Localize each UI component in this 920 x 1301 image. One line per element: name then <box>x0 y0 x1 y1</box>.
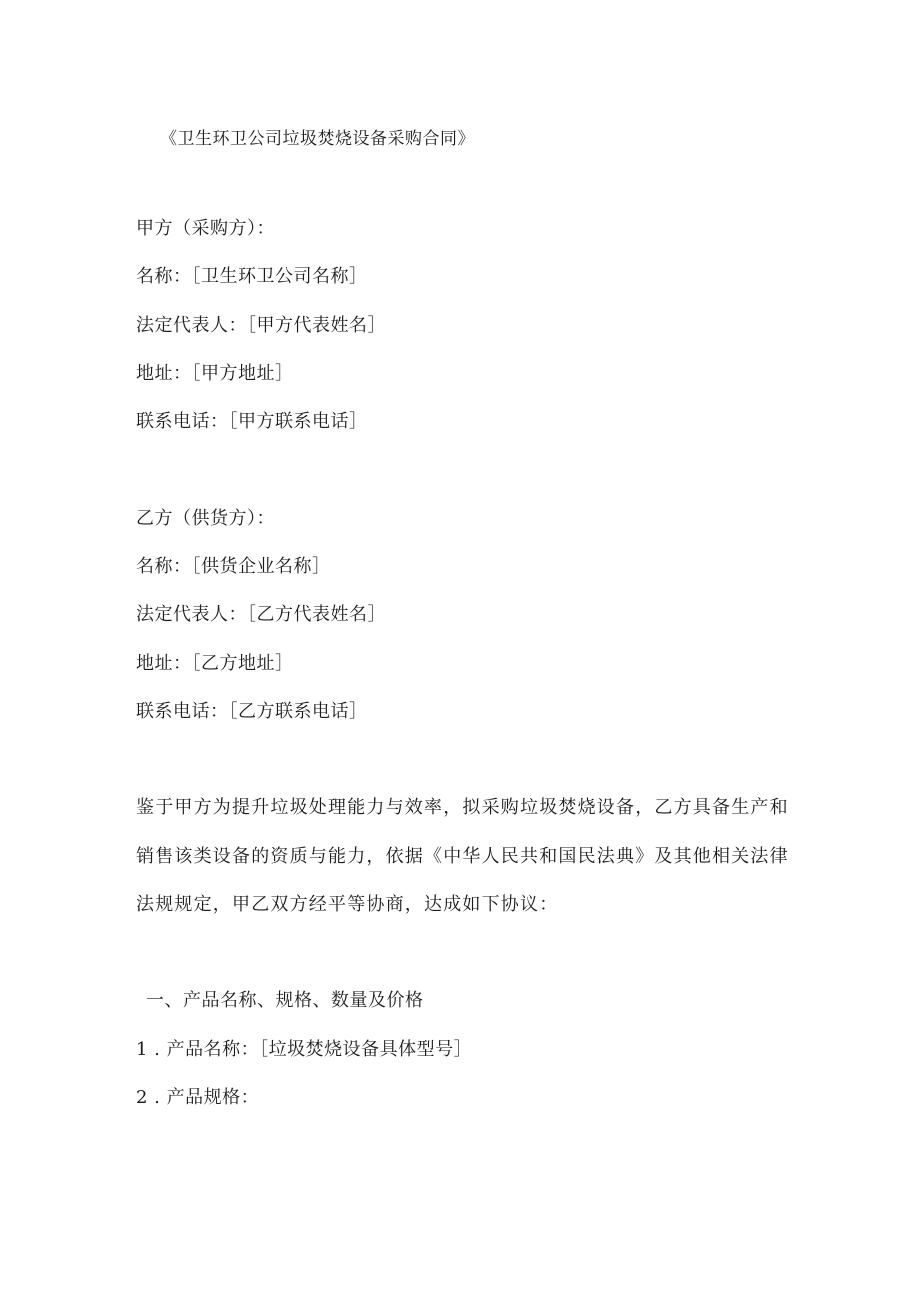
section-1-heading: 一、产品名称、规格、数量及价格 <box>146 990 424 1011</box>
party-b-phone: 联系电话：［乙方联系电话］ <box>136 701 368 722</box>
party-a-legal-rep: 法定代表人：［甲方代表姓名］ <box>136 315 386 336</box>
party-b-heading: 乙方（供货方）： <box>136 508 275 529</box>
section-1-item-2: 2 . 产品规格： <box>136 1087 260 1108</box>
party-a-heading: 甲方（采购方）： <box>136 218 275 239</box>
preamble-line-3: 法规规定，甲乙双方经平等协商，达成如下协议： <box>136 894 559 915</box>
party-a-phone: 联系电话：［甲方联系电话］ <box>136 411 368 432</box>
party-b-name: 名称：［供货企业名称］ <box>136 556 331 577</box>
contract-title: 《卫生环卫公司垃圾焚烧设备采购合同》 <box>160 129 475 149</box>
section-1-item-1: 1 . 产品名称：［垃圾焚烧设备具体型号］ <box>136 1039 473 1060</box>
party-b-address: 地址：［乙方地址］ <box>136 653 294 674</box>
preamble-line-1: 鉴于甲方为提升垃圾处理能力与效率，拟采购垃圾焚烧设备，乙方具备生产和 <box>136 797 789 818</box>
party-a-address: 地址：［甲方地址］ <box>136 363 294 384</box>
preamble-line-2: 销售该类设备的资质与能力，依据《中华人民共和国民法典》及其他相关法律 <box>136 846 789 867</box>
party-b-legal-rep: 法定代表人：［乙方代表姓名］ <box>136 604 386 625</box>
party-a-name: 名称：［卫生环卫公司名称］ <box>136 266 368 287</box>
